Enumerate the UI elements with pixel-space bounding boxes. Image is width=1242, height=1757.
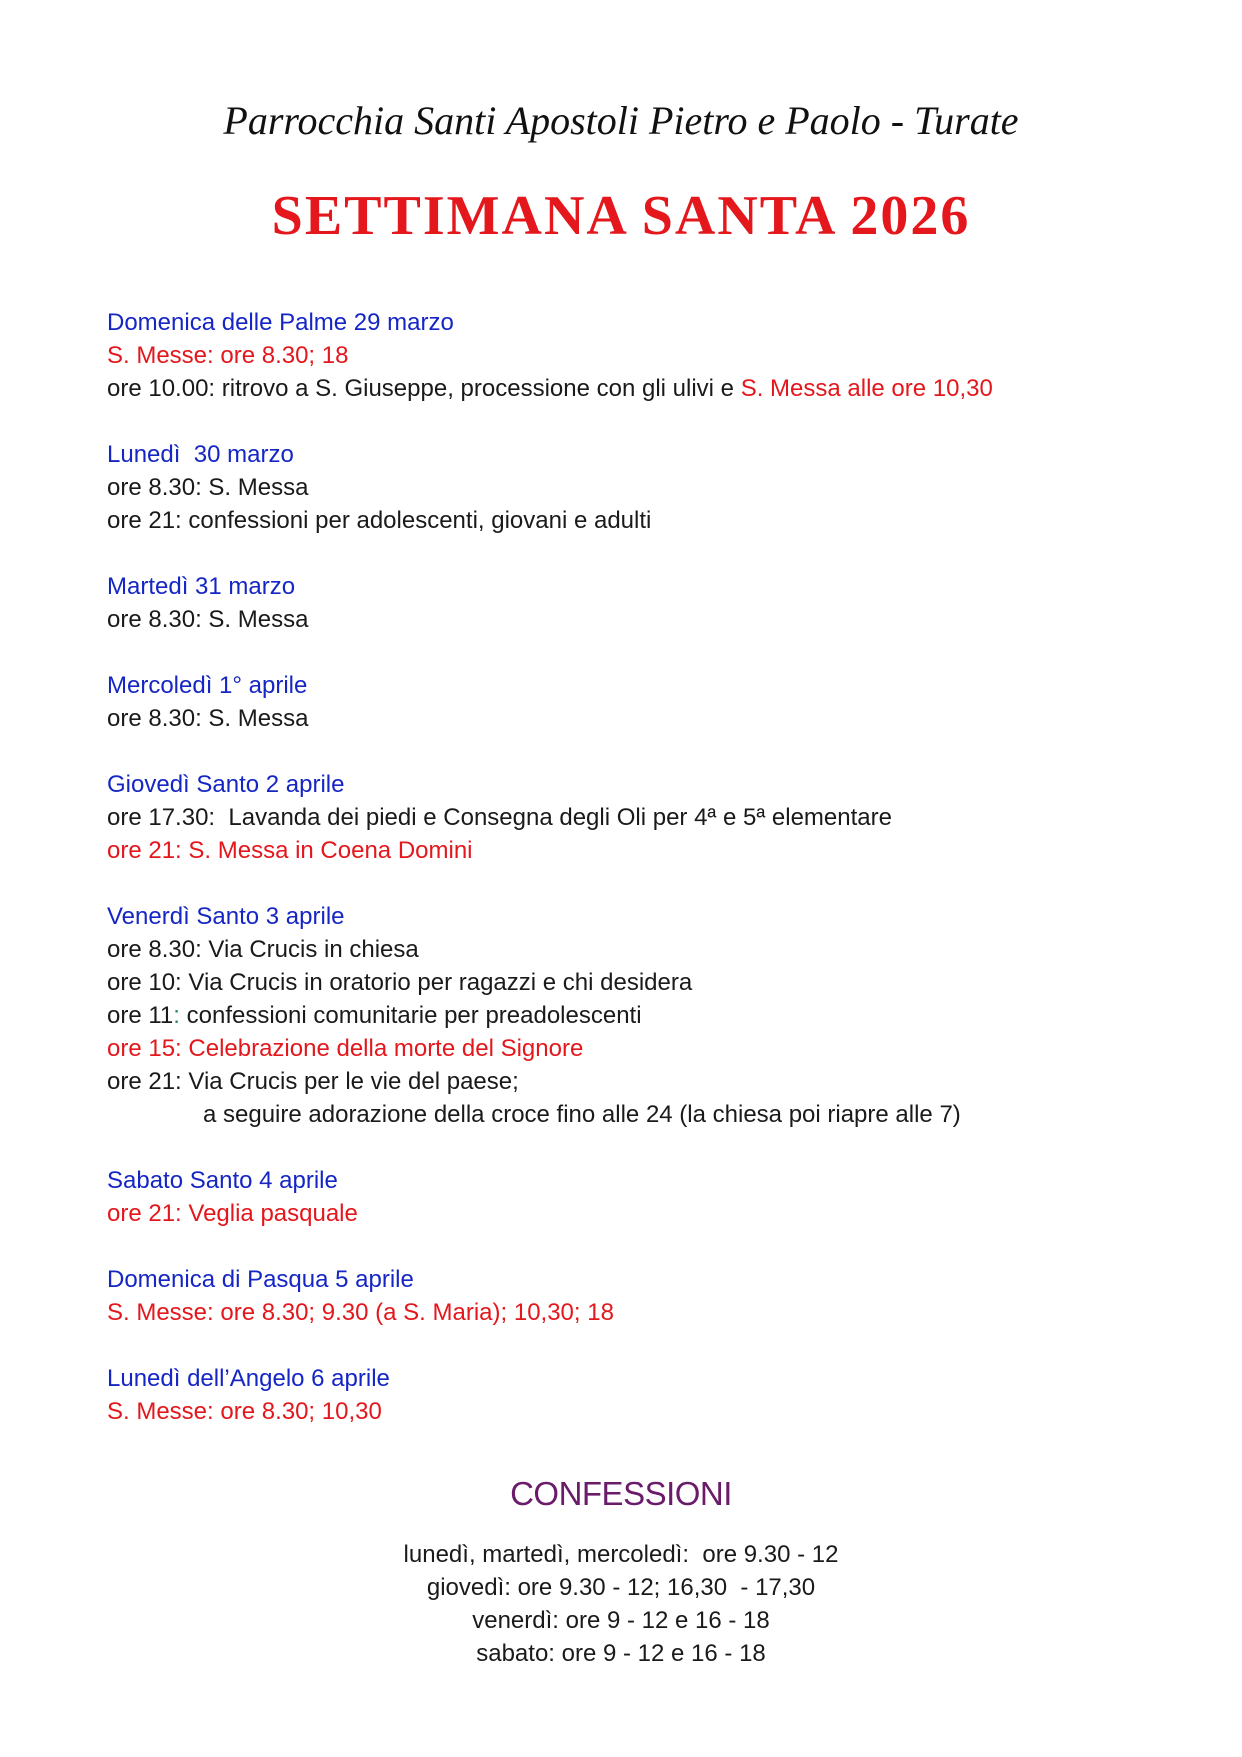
schedule-line: [107, 1065, 1207, 1098]
text-segment: ore 21: Veglia pasquale: [107, 1200, 358, 1227]
schedule-line: [107, 339, 1207, 372]
day-heading: Sabato Santo 4 aprile: [107, 1167, 338, 1194]
confessions-section: [0, 1472, 1242, 1670]
text-segment: ore 11: [107, 1002, 174, 1029]
text-segment: confessioni comunitarie per preadolescenti: [179, 1002, 642, 1029]
schedule-line: [107, 1032, 1207, 1065]
page-title: SETTIMANA SANTA 2026: [271, 185, 971, 247]
text-segment: S. Messe: ore 8.30; 9.30 (a S. Maria); 10,30; 18: [107, 1299, 614, 1326]
day-block: [107, 306, 1207, 405]
holy-week-schedule: [107, 306, 1207, 1428]
text-segment: ore 8.30: S. Messa: [107, 474, 309, 501]
text-segment: ore 15: Celebrazione della morte del Signore: [107, 1035, 584, 1062]
confessions-title: CONFESSIONI: [510, 1475, 732, 1512]
schedule-line: [107, 1395, 1207, 1428]
day-block: [107, 768, 1207, 867]
confessions-line: venerdì: ore 9 - 12 e 16 - 18: [472, 1607, 770, 1634]
text-segment: :: [173, 1002, 180, 1029]
day-block: [107, 1362, 1207, 1428]
text-segment: a seguire adorazione della croce fino alle 24 (la chiesa poi riapre alle 7): [203, 1101, 961, 1128]
text-segment: ore 21: confessioni per adolescenti, giovani e adulti: [107, 507, 652, 534]
schedule-line: [107, 1296, 1207, 1329]
day-block: [107, 1164, 1207, 1230]
text-segment: S. Messe: ore 8.30; 18: [107, 342, 349, 369]
text-segment: ore 10: Via Crucis in oratorio per ragazzi e chi desidera: [107, 969, 693, 996]
text-segment: ore 8.30: S. Messa: [107, 705, 309, 732]
text-segment: ore 10.00: ritrovo a S. Giuseppe, processione con gli ulivi e: [107, 375, 741, 402]
schedule-line: [107, 471, 1207, 504]
schedule-line: [107, 801, 1207, 834]
text-segment: ore 8.30: S. Messa: [107, 606, 309, 633]
confessions-line: lunedì, martedì, mercoledì: ore 9.30 - 12: [403, 1541, 839, 1568]
schedule-line: [107, 603, 1207, 636]
schedule-line: [107, 834, 1207, 867]
text-segment: ore 8.30: Via Crucis in chiesa: [107, 936, 419, 963]
day-block: [107, 669, 1207, 735]
day-heading: Lunedì dell’Angelo 6 aprile: [107, 1365, 390, 1392]
day-block: [107, 1263, 1207, 1329]
confessions-line: sabato: ore 9 - 12 e 16 - 18: [476, 1640, 766, 1667]
day-heading: Domenica di Pasqua 5 aprile: [107, 1266, 414, 1293]
parish-header: Parrocchia Santi Apostoli Pietro e Paolo - Turate: [223, 98, 1019, 143]
day-heading: Lunedì 30 marzo: [107, 441, 294, 468]
schedule-line: [107, 1197, 1207, 1230]
text-segment: S. Messa alle ore 10,30: [740, 375, 993, 402]
schedule-line: [107, 966, 1207, 999]
text-segment: ore 17.30: Lavanda dei piedi e Consegna degli Oli per 4ª e 5ª elementare: [107, 804, 892, 831]
schedule-line: [107, 999, 1207, 1032]
confessions-line: giovedì: ore 9.30 - 12; 16,30 - 17,30: [426, 1574, 816, 1601]
schedule-line: [107, 504, 1207, 537]
day-heading: Giovedì Santo 2 aprile: [107, 771, 345, 798]
day-heading: Venerdì Santo 3 aprile: [107, 903, 345, 930]
text-segment: S. Messe: ore 8.30; 10,30: [107, 1398, 382, 1425]
day-heading: Mercoledì 1° aprile: [107, 672, 308, 699]
text-segment: ore 21: S. Messa in Coena Domini: [107, 837, 473, 864]
day-heading: Domenica delle Palme 29 marzo: [107, 309, 454, 336]
schedule-line: [107, 933, 1207, 966]
day-heading: Martedì 31 marzo: [107, 573, 296, 600]
schedule-line: [107, 1098, 1207, 1131]
schedule-line: [107, 702, 1207, 735]
schedule-line: [107, 372, 1207, 405]
day-block: [107, 900, 1207, 1131]
day-block: [107, 570, 1207, 636]
day-block: [107, 438, 1207, 537]
confessions-hours: [0, 1538, 1242, 1670]
text-segment: ore 21: Via Crucis per le vie del paese;: [107, 1068, 519, 1095]
